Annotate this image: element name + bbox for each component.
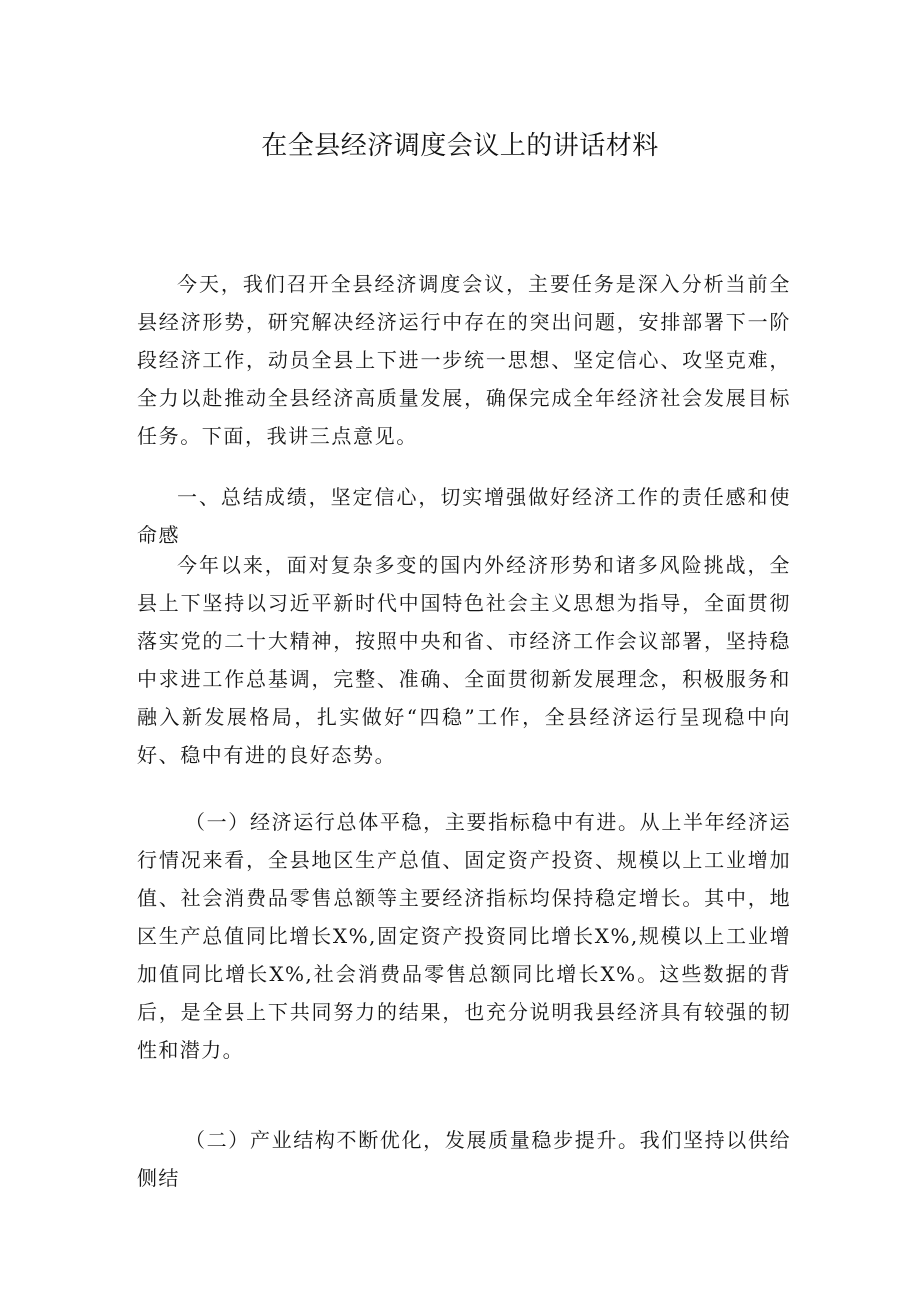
section-one-body: 今年以来，面对复杂多变的国内外经济形势和诸多风险挑战，全县上下坚持以习近平新时代中国特色社会主义思想为指导，全面贯彻落实党的二十大精神，按照中央和省、市经济工作会议部署，坚持稳中求进工作总基调，完整、准确、全面贯彻新发展理念，积极服务和融入新发展格局，扎实做好“四稳”工作，全县经济运行呈现稳中向好、稳中有进的良好态势。 (137, 553, 791, 767)
section-one-heading: 一、总结成绩，坚定信心，切实增强做好经济工作的责任感和使命感 (137, 485, 791, 547)
intro-paragraph: 今天，我们召开全县经济调度会议，主要任务是深入分析当前全县经济形势，研究解决经济运行中存在的突出问题，安排部署下一阶段经济工作，动员全县上下进一步统一思想、坚定信心、攻坚克难，全力以赴推动全县经济高质量发展，确保完成全年经济社会发展目标任务。下面，我讲三点意见。 (137, 272, 791, 448)
point-two-paragraph: （二）产业结构不断优化，发展质量稳步提升。我们坚持以供给侧结 (137, 1128, 791, 1190)
point-one-paragraph: （一）经济运行总体平稳，主要指标稳中有进。从上半年经济运行情况来看，全县地区生产总值、固定资产投资、规模以上工业增加值、社会消费品零售总额等主要经济指标均保持稳定增长。其中，地区生产总值同比增长X%,固定资产投资同比增长X%,规模以上工业增加值同比增长X%,社会消费品零售总额同比增长X%。这些数据的背后，是全县上下共同努力的结果，也充分说明我县经济具有较强的韧性和潜力。 (137, 810, 791, 1062)
document-title: 在全县经济调度会议上的讲话材料 (261, 131, 659, 161)
